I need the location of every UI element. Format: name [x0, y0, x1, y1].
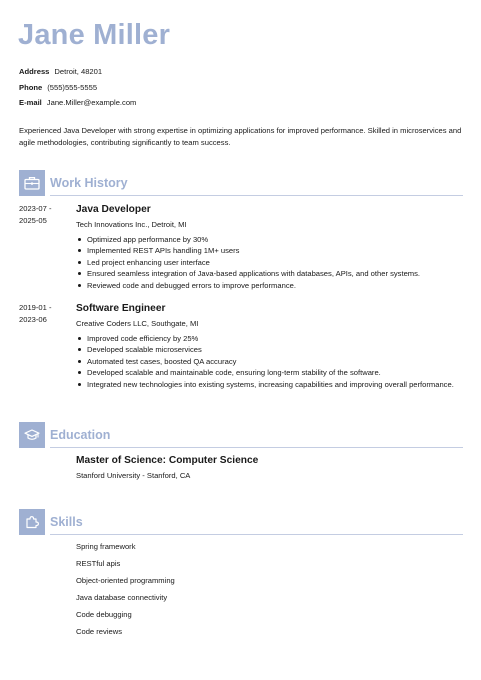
job-date-start: 2023-07 - [19, 204, 52, 213]
list-item: Integrated new technologies into existing systems, increasing capabilities and improving overall performance. [87, 379, 463, 390]
list-item: Code debugging [76, 610, 132, 619]
job-bullets [76, 333, 463, 390]
list-item: Reviewed code and debugged errors to improve performance. [87, 280, 463, 291]
list-item: Code reviews [76, 627, 123, 636]
list-item: Developed scalable microservices [87, 344, 463, 355]
job-dates [19, 302, 69, 326]
list-item: Spring framework [76, 542, 136, 551]
list-item: Object-oriented programming [76, 576, 175, 585]
job-dates [19, 203, 69, 227]
section-title: Skills [50, 515, 83, 529]
contact-info [19, 67, 136, 114]
job-bullets [76, 234, 463, 291]
degree-title: Master of Science: Computer Science [76, 455, 259, 466]
list-item: Improved code efficiency by 25% [87, 333, 463, 344]
list-item: Developed scalable and maintainable code, ensuring long-term stability of the software. [87, 367, 463, 378]
job-date-end: 2023-06 [19, 315, 47, 324]
section-divider [50, 447, 463, 448]
list-item: Led project enhancing user interface [87, 257, 463, 268]
list-item: RESTful apis [76, 559, 121, 568]
list-item: Ensured seamless integration of Java-based applications with databases, APIs, and other systems. [87, 268, 463, 279]
education-details [76, 454, 463, 482]
puzzle-piece-icon [19, 509, 45, 535]
section-title: Work History [50, 176, 128, 190]
skills-header [19, 509, 463, 535]
contact-value: (555)555-5555 [47, 82, 98, 92]
section-divider [50, 195, 463, 196]
contact-value: Detroit, 48201 [54, 67, 103, 76]
section-title: Education [50, 428, 111, 442]
contact-address [19, 67, 136, 83]
skills-list [76, 542, 175, 644]
contact-label: Address [19, 67, 50, 76]
briefcase-icon [19, 170, 45, 196]
list-item: Optimized app performance by 30% [87, 234, 463, 245]
contact-email [19, 98, 136, 114]
list-item: Java database connectivity [76, 593, 168, 602]
job-details [76, 203, 463, 291]
job-date-start: 2019-01 - [19, 303, 52, 312]
work-history-header [19, 170, 463, 196]
candidate-name: Jane Miller [18, 19, 171, 51]
job-date-end: 2025-05 [19, 216, 47, 225]
list-item: Implemented REST APIs handling 1M+ users [87, 245, 463, 256]
job-details [76, 302, 463, 390]
job-company: Tech Innovations Inc., Detroit, MI [76, 220, 187, 229]
education-header [19, 422, 463, 448]
contact-label: E-mail [19, 98, 42, 107]
job-title: Java Developer [76, 204, 151, 215]
school-name: Stanford University - Stanford, CA [76, 471, 191, 480]
graduation-cap-icon [19, 422, 45, 448]
list-item: Automated test cases, boosted QA accuracy [87, 356, 463, 367]
contact-label: Phone [19, 82, 43, 92]
job-company: Creative Coders LLC, Southgate, MI [76, 319, 199, 328]
professional-summary: Experienced Java Developer with strong expertise in optimizing applications for improved performance. Skilled in microservices and agile methodologies, contributing significantly to team success. [19, 126, 462, 147]
section-divider [50, 534, 463, 535]
contact-phone [19, 83, 136, 99]
contact-value: Jane.Miller@example.com [46, 98, 137, 107]
job-title: Software Engineer [76, 303, 166, 314]
